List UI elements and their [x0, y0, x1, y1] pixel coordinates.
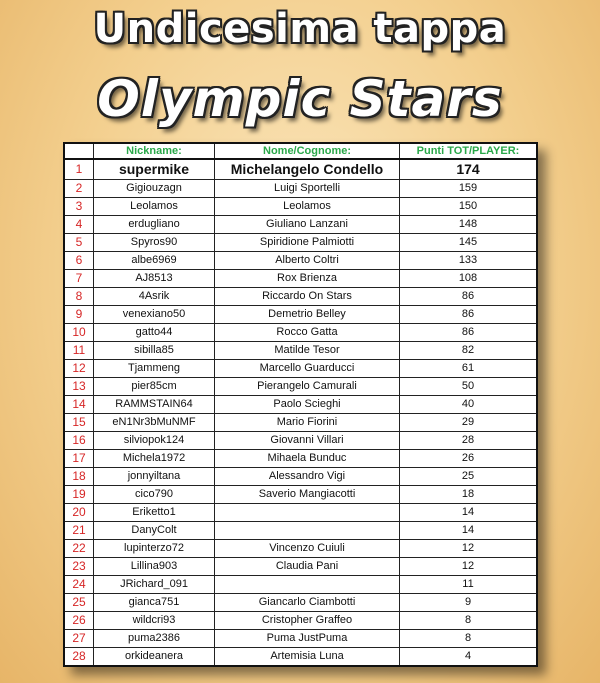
rank-cell: 20 — [64, 504, 94, 522]
fullname-cell: Rocco Gatta — [215, 324, 400, 342]
nickname-cell: orkideanera — [94, 648, 215, 667]
nickname-cell: jonnyiltana — [94, 468, 215, 486]
rank-cell: 13 — [64, 378, 94, 396]
points-cell: 12 — [400, 540, 538, 558]
table-row — [64, 270, 537, 288]
table-row — [64, 360, 537, 378]
table-row — [64, 252, 537, 270]
rank-cell: 28 — [64, 648, 94, 667]
fullname-cell: Alessandro Vigi — [215, 468, 400, 486]
points-cell: 61 — [400, 360, 538, 378]
points-cell: 14 — [400, 522, 538, 540]
nickname-cell: albe6969 — [94, 252, 215, 270]
nickname-cell: Gigiouzagn — [94, 180, 215, 198]
fullname-cell: Alberto Coltri — [215, 252, 400, 270]
table-row — [64, 450, 537, 468]
points-cell: 174 — [400, 159, 538, 180]
nickname-cell: Eriketto1 — [94, 504, 215, 522]
nickname-cell: 4Asrik — [94, 288, 215, 306]
header-nickname: Nickname: — [94, 143, 215, 159]
rank-cell: 7 — [64, 270, 94, 288]
fullname-cell: Saverio Mangiacotti — [215, 486, 400, 504]
nickname-cell: gatto44 — [94, 324, 215, 342]
points-cell: 8 — [400, 630, 538, 648]
rank-cell: 2 — [64, 180, 94, 198]
fullname-cell: Marcello Guarducci — [215, 360, 400, 378]
ranking-table-body — [64, 159, 537, 666]
nickname-cell: Leolamos — [94, 198, 215, 216]
points-cell: 12 — [400, 558, 538, 576]
fullname-cell: Mihaela Bunduc — [215, 450, 400, 468]
table-row — [64, 396, 537, 414]
table-row — [64, 432, 537, 450]
nickname-cell: DanyColt — [94, 522, 215, 540]
nickname-cell: lupinterzo72 — [94, 540, 215, 558]
table-row — [64, 378, 537, 396]
nickname-cell: eN1Nr3bMuNMF — [94, 414, 215, 432]
fullname-cell: Giuliano Lanzani — [215, 216, 400, 234]
fullname-cell — [215, 504, 400, 522]
points-cell: 82 — [400, 342, 538, 360]
nickname-cell: puma2386 — [94, 630, 215, 648]
points-cell: 11 — [400, 576, 538, 594]
header-rank — [64, 143, 94, 159]
table-row — [64, 540, 537, 558]
fullname-cell: Matilde Tesor — [215, 342, 400, 360]
nickname-cell: silviopok124 — [94, 432, 215, 450]
points-cell: 26 — [400, 450, 538, 468]
header-points: Punti TOT/PLAYER: — [400, 143, 538, 159]
points-cell: 29 — [400, 414, 538, 432]
rank-cell: 1 — [64, 159, 94, 180]
points-cell: 25 — [400, 468, 538, 486]
table-row — [64, 159, 537, 180]
fullname-cell: Demetrio Belley — [215, 306, 400, 324]
fullname-cell: Vincenzo Cuiuli — [215, 540, 400, 558]
nickname-cell: cico790 — [94, 486, 215, 504]
points-cell: 4 — [400, 648, 538, 667]
table-row — [64, 234, 537, 252]
table-row — [64, 180, 537, 198]
table-row — [64, 216, 537, 234]
rank-cell: 9 — [64, 306, 94, 324]
rank-cell: 17 — [64, 450, 94, 468]
nickname-cell: JRichard_091 — [94, 576, 215, 594]
rank-cell: 21 — [64, 522, 94, 540]
rank-cell: 12 — [64, 360, 94, 378]
nickname-cell: RAMMSTAIN64 — [94, 396, 215, 414]
fullname-cell — [215, 576, 400, 594]
table-row — [64, 342, 537, 360]
title-stage: Undicesima tappa — [93, 6, 507, 52]
table-row — [64, 504, 537, 522]
fullname-cell: Giancarlo Ciambotti — [215, 594, 400, 612]
points-cell: 8 — [400, 612, 538, 630]
points-cell: 28 — [400, 432, 538, 450]
table-row — [64, 576, 537, 594]
points-cell: 145 — [400, 234, 538, 252]
fullname-cell: Artemisia Luna — [215, 648, 400, 667]
rank-cell: 11 — [64, 342, 94, 360]
points-cell: 86 — [400, 288, 538, 306]
rank-cell: 10 — [64, 324, 94, 342]
rank-cell: 16 — [64, 432, 94, 450]
nickname-cell: Tjammeng — [94, 360, 215, 378]
fullname-cell: Mario Fiorini — [215, 414, 400, 432]
fullname-cell: Pierangelo Camurali — [215, 378, 400, 396]
rank-cell: 22 — [64, 540, 94, 558]
fullname-cell: Riccardo On Stars — [215, 288, 400, 306]
title-event: Olympic Stars — [97, 70, 503, 128]
header-fullname: Nome/Cognome: — [215, 143, 400, 159]
points-cell: 9 — [400, 594, 538, 612]
rank-cell: 5 — [64, 234, 94, 252]
table-row — [64, 558, 537, 576]
table-row — [64, 594, 537, 612]
table-row — [64, 324, 537, 342]
fullname-cell: Spiridione Palmiotti — [215, 234, 400, 252]
nickname-cell: venexiano50 — [94, 306, 215, 324]
points-cell: 40 — [400, 396, 538, 414]
rank-cell: 15 — [64, 414, 94, 432]
rank-cell: 24 — [64, 576, 94, 594]
points-cell: 148 — [400, 216, 538, 234]
rank-cell: 19 — [64, 486, 94, 504]
points-cell: 50 — [400, 378, 538, 396]
nickname-cell: sibilla85 — [94, 342, 215, 360]
table-row — [64, 414, 537, 432]
fullname-cell: Paolo Scieghi — [215, 396, 400, 414]
points-cell: 86 — [400, 324, 538, 342]
nickname-cell: Michela1972 — [94, 450, 215, 468]
rank-cell: 8 — [64, 288, 94, 306]
rank-cell: 25 — [64, 594, 94, 612]
fullname-cell: Luigi Sportelli — [215, 180, 400, 198]
rank-cell: 14 — [64, 396, 94, 414]
table-row — [64, 648, 537, 667]
rank-cell: 6 — [64, 252, 94, 270]
table-row — [64, 306, 537, 324]
fullname-cell: Rox Brienza — [215, 270, 400, 288]
points-cell: 14 — [400, 504, 538, 522]
table-row — [64, 486, 537, 504]
table-row — [64, 522, 537, 540]
points-cell: 86 — [400, 306, 538, 324]
table-row — [64, 288, 537, 306]
points-cell: 133 — [400, 252, 538, 270]
fullname-cell: Giovanni Villari — [215, 432, 400, 450]
fullname-cell — [215, 522, 400, 540]
nickname-cell: Spyros90 — [94, 234, 215, 252]
nickname-cell: erdugliano — [94, 216, 215, 234]
fullname-cell: Puma JustPuma — [215, 630, 400, 648]
fullname-cell: Cristopher Graffeo — [215, 612, 400, 630]
ranking-table-container — [63, 142, 538, 667]
rank-cell: 18 — [64, 468, 94, 486]
rank-cell: 3 — [64, 198, 94, 216]
nickname-cell: wildcri93 — [94, 612, 215, 630]
table-header-row — [64, 143, 537, 159]
nickname-cell: pier85cm — [94, 378, 215, 396]
table-row — [64, 612, 537, 630]
fullname-cell: Michelangelo Condello — [215, 159, 400, 180]
fullname-cell: Claudia Pani — [215, 558, 400, 576]
fullname-cell: Leolamos — [215, 198, 400, 216]
points-cell: 150 — [400, 198, 538, 216]
table-row — [64, 198, 537, 216]
rank-cell: 26 — [64, 612, 94, 630]
rank-cell: 23 — [64, 558, 94, 576]
nickname-cell: AJ8513 — [94, 270, 215, 288]
table-row — [64, 468, 537, 486]
nickname-cell: gianca751 — [94, 594, 215, 612]
rank-cell: 27 — [64, 630, 94, 648]
ranking-table — [63, 142, 538, 667]
points-cell: 159 — [400, 180, 538, 198]
table-row — [64, 630, 537, 648]
rank-cell: 4 — [64, 216, 94, 234]
nickname-cell: Lillina903 — [94, 558, 215, 576]
points-cell: 108 — [400, 270, 538, 288]
nickname-cell: supermike — [94, 159, 215, 180]
points-cell: 18 — [400, 486, 538, 504]
